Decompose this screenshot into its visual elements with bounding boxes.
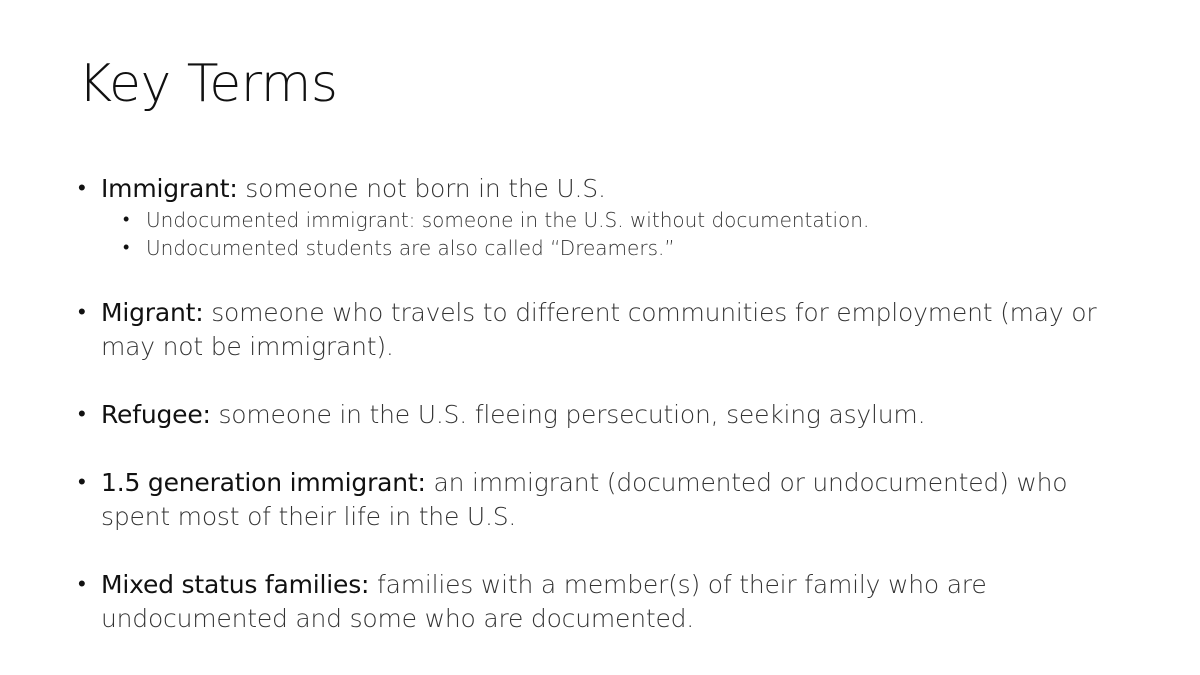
bullet-dot-icon: •	[78, 470, 86, 495]
term-label: 1.5 generation immigrant:	[101, 468, 426, 497]
sub-bullet-dreamers	[123, 234, 1138, 262]
term-label: Migrant:	[101, 298, 204, 327]
bullet-dot-icon: •	[78, 176, 86, 201]
bullet-dot-icon: •	[123, 209, 130, 230]
bullet-text	[101, 172, 1138, 206]
term-label: Refugee:	[101, 400, 211, 429]
bullet-mixed-status-families	[78, 568, 1138, 636]
bullet-dot-icon: •	[78, 402, 86, 427]
term-label: Mixed status families:	[101, 570, 370, 599]
term-definition: families with a member(s) of their family who are undocumented and some who are documented.	[101, 570, 987, 633]
bullet-list	[78, 172, 1138, 636]
term-definition: someone in the U.S. fleeing persecution, seeking asylum.	[210, 400, 926, 429]
sub-bullet-text: Undocumented students are also called “Dreamers.”	[146, 236, 675, 260]
sub-bullet-undocumented-immigrant	[123, 206, 1138, 234]
bullet-dot-icon: •	[78, 300, 86, 325]
slide-title: Key Terms	[78, 54, 338, 114]
bullet-migrant	[78, 296, 1138, 364]
sub-bullet-text: Undocumented immigrant: someone in the U.S. without documentation.	[146, 208, 870, 232]
bullet-immigrant	[78, 172, 1138, 262]
term-definition: someone who travels to different communities for employment (may or may not be immigrant).	[101, 298, 1097, 361]
bullet-dot-icon: •	[78, 572, 86, 597]
bullet-1-5-generation	[78, 466, 1138, 534]
term-definition: an immigrant (documented or undocumented) who spent most of their life in the U.S.	[101, 468, 1068, 531]
bullet-refugee	[78, 398, 1138, 432]
sub-bullet-list	[101, 206, 1138, 262]
bullet-dot-icon: •	[123, 237, 130, 258]
term-label: Immigrant:	[101, 174, 238, 203]
term-definition: someone not born in the U.S.	[237, 174, 606, 203]
